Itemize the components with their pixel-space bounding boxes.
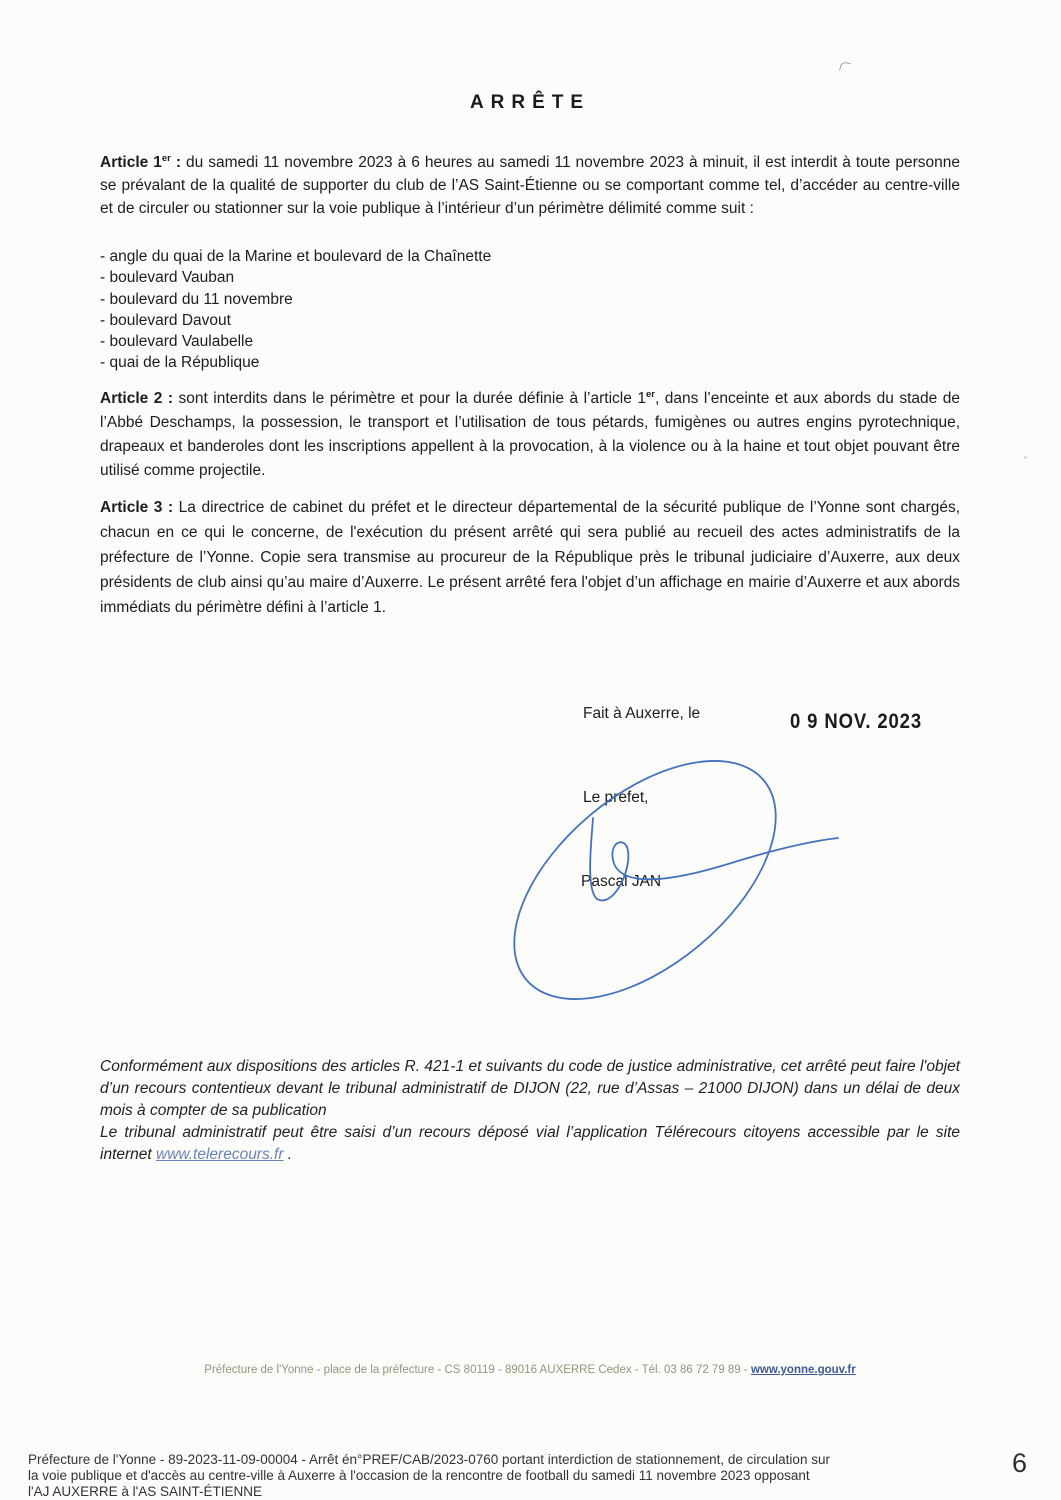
article-2-label: Article 2 — [100, 390, 163, 407]
article-3-body: La directrice de cabinet du préfet et le directeur départemental de la sécurité publique de l’Yonne sont chargés, chacun en ce qui le concerne, de l'exécution du présent arrêté qui sera publié au recueil des actes administratifs de la préfecture de l’Yonne. Copie sera transmise au procureur de la République près le tribunal judiciaire d’Auxerre, aux deux présidents de club ainsi qu’au maire d’Auxerre. Le présent arrêté fera l'objet d’un affichage en mairie d’Auxerre et aux abords immédiats du périmètre défini à l’article 1. — [100, 499, 960, 616]
yonne-gouv-link[interactable]: www.yonne.gouv.fr — [750, 1364, 856, 1376]
prefecture-address: Préfecture de l'Yonne - place de la préfecture - CS 80119 - 89016 AUXERRE Cedex - Tél. 03 86 72 79 89 - — [204, 1364, 751, 1376]
article-3-colon: : — [162, 499, 179, 516]
handwritten-signature-ink — [480, 750, 860, 1020]
perimeter-item: - angle du quai de la Marine et boulevard de la Chaînette — [100, 248, 492, 265]
perimeter-street-list — [100, 246, 960, 374]
legal-notice-paragraph-1: Conformément aux dispositions des articles R. 421-1 et suivants du code de justice administrative, cet arrêté peut faire l'objet d’un recours contentieux devant le tribunal administratif de DIJON (22, rue d’Assas – 21000 DIJON) dans un délai de deux mois à compter de sa publication — [100, 1058, 960, 1119]
perimeter-item: - boulevard Vauban — [100, 269, 235, 287]
perimeter-item: - boulevard Vaulabelle — [100, 333, 254, 351]
legal-notice-paragraph-2-suffix: . — [283, 1146, 293, 1163]
legal-notice-block — [100, 1056, 960, 1166]
article-2-paragraph — [100, 387, 960, 483]
legal-notice-paragraph-2 — [100, 1122, 960, 1166]
page-number: 6 — [1012, 1448, 1028, 1478]
prefecture-footer — [100, 1364, 960, 1376]
article-2-body-post: , dans l’enceinte et aux abords du stade de l’Abbé Deschamps, la possession, le transport et l’utilisation de tous pétards, fumigènes ou autres engins pyrotechnique, drapeaux et banderoles dont les inscriptions appellent à la provocation, à la violence ou à la haine et tout objet pouvant être utilisé comme projectile. — [100, 390, 960, 479]
scan-speck — [1024, 456, 1027, 459]
legal-notice-paragraph-2-text: Le tribunal administratif peut être saisi d’un recours déposé vial l’application Télérecours citoyens accessible par le site internet — [100, 1124, 960, 1163]
perimeter-item: - boulevard Davout — [100, 311, 231, 329]
document-title: ARRÊTE — [469, 92, 591, 113]
article-3-paragraph — [100, 495, 960, 620]
article-1-colon: : — [170, 154, 186, 171]
registry-caption-line: Préfecture de l'Yonne - 89-2023-11-09-00004 - Arrêt én°PREF/CAB/2023-0760 portant interdiction de stationnement, de circulation sur — [28, 1452, 830, 1467]
perimeter-item: - boulevard du 11 novembre — [100, 290, 293, 308]
telerecours-link[interactable]: www.telerecours.fr — [156, 1146, 284, 1163]
signer-title: Le préfet, — [583, 789, 649, 806]
registry-caption — [28, 1452, 978, 1500]
article-2-colon: : — [162, 390, 179, 407]
perimeter-item: - quai de la République — [100, 354, 260, 372]
registry-caption-line: l'AJ AUXERRE à l'AS SAINT-ÉTIENNE — [28, 1484, 262, 1499]
article-1-label: Article 1 — [100, 154, 162, 171]
signer-name: Pascal JAN — [581, 873, 662, 890]
registry-caption-line: la voie publique et d'accès au centre-ville à Auxerre à l'occasion de la rencontre de football du samedi 11 novembre 2023 opposant — [28, 1468, 810, 1483]
scan-artifact-mark — [839, 61, 851, 73]
article-1-ordinal-sup: er — [161, 152, 171, 164]
article-1-paragraph — [100, 151, 960, 220]
article-3-label: Article 3 — [100, 499, 163, 516]
article-1-body: du samedi 11 novembre 2023 à 6 heures au samedi 11 novembre 2023 à minuit, il est interdit à toute personne se prévalant de la qualité de supporter du club de l’AS Saint-Étienne ou se comportant comme tel, d’accéder au centre-ville et de circuler ou stationner sur la voie publique à l’intérieur d’un périmètre délimité comme suit : — [100, 154, 960, 217]
article-2-body-pre: sont interdits dans le périmètre et pour la durée définie à l’article 1 — [178, 390, 646, 407]
date-stamp: 0 9 NOV. 2023 — [790, 710, 922, 733]
article-2-ordinal-sup: er — [645, 388, 655, 400]
place-and-date-line: Fait à Auxerre, le — [583, 705, 701, 722]
